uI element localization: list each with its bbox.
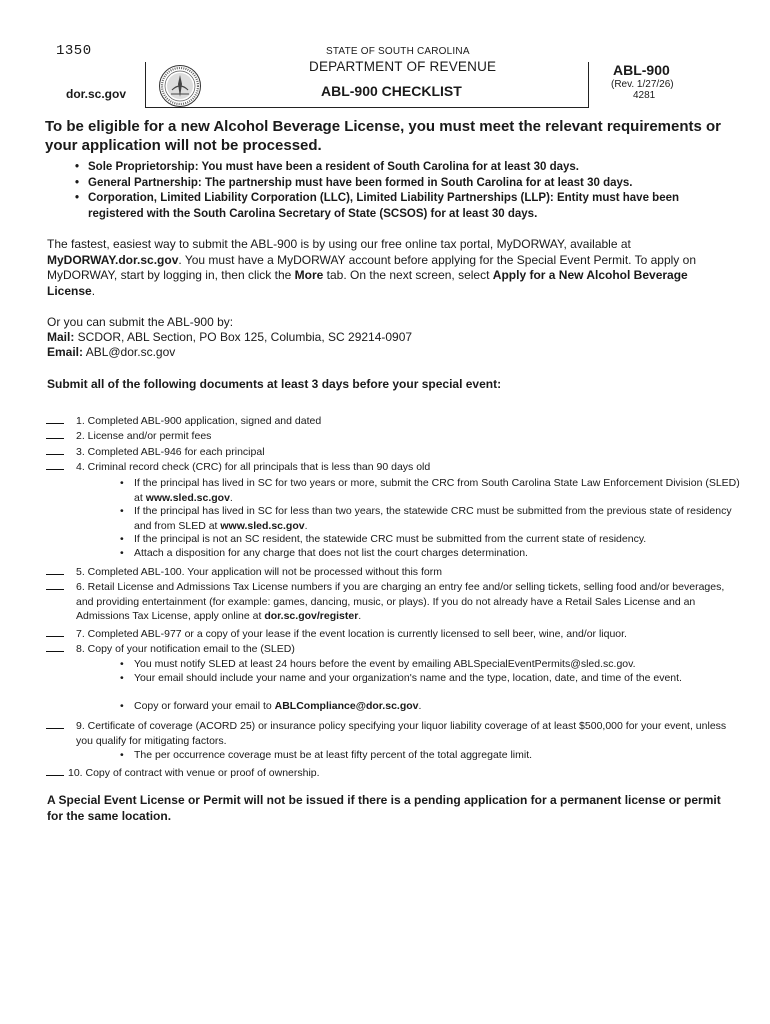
website-label: dor.sc.gov	[66, 87, 127, 101]
state-name: STATE OF SOUTH CAROLINA	[326, 46, 470, 57]
email-line: Email: ABL@dor.sc.gov	[47, 345, 176, 359]
department-name: DEPARTMENT OF REVENUE	[309, 59, 497, 74]
check-blank[interactable]	[46, 574, 64, 575]
header-divider-right	[588, 62, 589, 108]
check-blank[interactable]	[46, 651, 64, 652]
online-instructions: The fastest, easiest way to submit the ABL-900 is by using our free online tax portal, MyDORWAY, available at MyDORWAY.dor.sc.gov. You must have a MyDORWAY account before applying for the Special Event Permit. To apply on MyDORWAY, start by logging in, then click the More tab. On the next screen, select Apply for a New Alcohol Beverage License.	[47, 237, 696, 298]
item-8-sub-3: • Copy or forward your email to ABLCompliance@dor.sc.gov.	[120, 699, 744, 714]
mail-line: Mail: SCDOR, ABL Section, PO Box 125, Columbia, SC 29214-0907	[47, 330, 413, 344]
check-blank[interactable]	[46, 636, 64, 637]
check-blank[interactable]	[46, 728, 64, 729]
alt-submit-intro: Or you can submit the ABL-900 by:	[47, 315, 234, 329]
check-blank[interactable]	[46, 589, 64, 590]
item-4-sub-2: • If the principal has lived in SC for less than two years, the statewide CRC must be submitted from the previous state of residency and from SLED at www.sled.sc.gov.	[120, 504, 744, 533]
state-seal-icon	[158, 64, 202, 108]
check-blank[interactable]	[46, 438, 64, 439]
form-id: ABL-900	[613, 62, 670, 78]
item-8-sub-2: • Your email should include your name and your organization's name and the type, location, date, and time of the event.	[120, 671, 744, 686]
mydorway-link[interactable]: MyDORWAY.dor.sc.gov	[47, 252, 179, 267]
check-blank[interactable]	[46, 423, 64, 424]
eligibility-list	[72, 160, 722, 222]
header-divider-left	[145, 62, 146, 108]
check-blank[interactable]	[46, 454, 64, 455]
item-4-sub-3: • If the principal is not an SC resident, the statewide CRC must be submitted from the current state of residency.	[120, 532, 744, 547]
check-blank[interactable]	[46, 469, 64, 470]
item-9-sub-1: • The per occurrence coverage must be at least fifty percent of the total aggregate limit.	[120, 748, 744, 763]
revision-date: (Rev. 1/27/26)	[611, 79, 674, 90]
page-title: ABL-900 CHECKLIST	[321, 83, 462, 99]
footer-notice: A Special Event License or Permit will not be issued if there is a pending application for a permanent license or permit for the same location.	[47, 793, 721, 823]
eligibility-headline: To be eligible for a new Alcohol Beverage License, you must meet the relevant requirements or your application will not be processed.	[45, 118, 722, 154]
submit-heading: Submit all of the following documents at least 3 days before your special event:	[47, 377, 502, 391]
eligibility-item: • Corporation, Limited Liability Corporation (LLC), Limited Liability Partnerships (LLP): Entity must have been registered with the South Carolina Secretary of State (SCSOS) for at least 30 days.	[72, 191, 722, 222]
eligibility-item: • Sole Proprietorship: You must have been a resident of South Carolina for at least 30 days.	[72, 160, 722, 176]
header-underline	[146, 107, 588, 108]
item-8-sub-1: • You must notify SLED at least 24 hours before the event by emailing ABLSpecialEventPermits@sled.sc.gov.	[120, 657, 744, 672]
eligibility-item: • General Partnership: The partnership must have been formed in South Carolina for at least 30 days.	[72, 176, 722, 192]
check-blank[interactable]	[46, 775, 64, 776]
item-4-sub-1: • If the principal has lived in SC for two years or more, submit the CRC from South Carolina State Law Enforcement Division (SLED) at www.sled.sc.gov.	[120, 476, 744, 505]
form-code: 1350	[56, 43, 92, 59]
item-4-sub-4: • Attach a disposition for any charge that does not list the court charges determination.	[120, 546, 744, 561]
form-number: 4281	[633, 90, 656, 101]
